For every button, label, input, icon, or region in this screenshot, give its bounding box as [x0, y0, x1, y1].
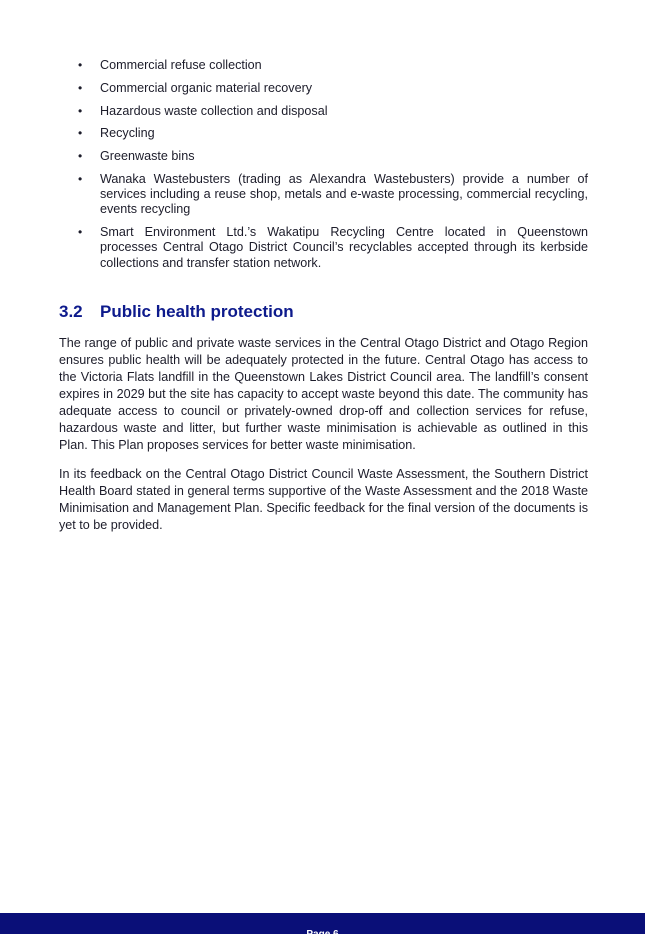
bullet-icon: • — [78, 149, 83, 164]
list-item-text: Commercial organic material recovery — [100, 80, 313, 95]
bullet-icon: • — [78, 103, 83, 118]
bullet-icon: • — [78, 58, 83, 72]
bullet-icon: • — [78, 80, 83, 95]
bullet-icon: • — [78, 171, 83, 186]
section-title: Public health protection — [100, 302, 294, 321]
body-paragraph-feedback: In its feedback on the Central Otago District Council Waste Assessment, the Southern District Health Board stated in general terms supportive of the Waste Assessment and the 2018 Waste Minimisation and Management Plan. Specific feedback for the final version of the documents is yet to be provided. — [59, 467, 588, 532]
list-item-text: Smart Environment Ltd.’s Wakatipu Recycling Centre located in Queenstown processes Central Otago District Council’s recyclables accepted through its kerbside collections and transfer station network. — [100, 225, 588, 270]
page-number-label: Page 6 — [306, 929, 339, 940]
list-item — [59, 126, 588, 141]
bullet-icon: • — [78, 225, 83, 240]
list-item — [59, 149, 588, 164]
list-item — [59, 58, 588, 73]
list-item — [59, 172, 588, 218]
list-item — [59, 81, 588, 96]
body-paragraph-public-health: The range of public and private waste services in the Central Otago District and Otago Region ensures public health will be adequately protected in the future. Central Otago has access to the Victoria Flats landfill in the Queenstown Lakes District Council area. The landfill’s consent expires in 2029 but the site has capacity to accept waste beyond this date. The community has adequate access to council or privately-owned drop-off and collection services for refuse, hazardous waste and litter, but further waste minimisation is achievable as outlined in this Plan. This Plan proposes services for better waste minimisation. — [59, 336, 588, 452]
list-item — [59, 104, 588, 119]
list-item-text: Recycling — [100, 126, 155, 141]
section-number: 3.2 — [59, 302, 83, 321]
list-item-text: Commercial refuse collection — [100, 58, 262, 72]
list-item-text: Greenwaste bins — [100, 149, 195, 164]
list-item — [59, 225, 588, 271]
bullet-icon: • — [78, 126, 83, 141]
section-heading — [59, 302, 294, 322]
list-item-text: Hazardous waste collection and disposal — [100, 103, 328, 118]
list-item-text: Wanaka Wastebusters (trading as Alexandra Wastebusters) provide a number of services including a reuse shop, metals and e-waste processing, commercial recycling, events recycling — [100, 171, 588, 217]
services-bullet-list — [59, 58, 588, 278]
footer-bar — [0, 913, 645, 940]
